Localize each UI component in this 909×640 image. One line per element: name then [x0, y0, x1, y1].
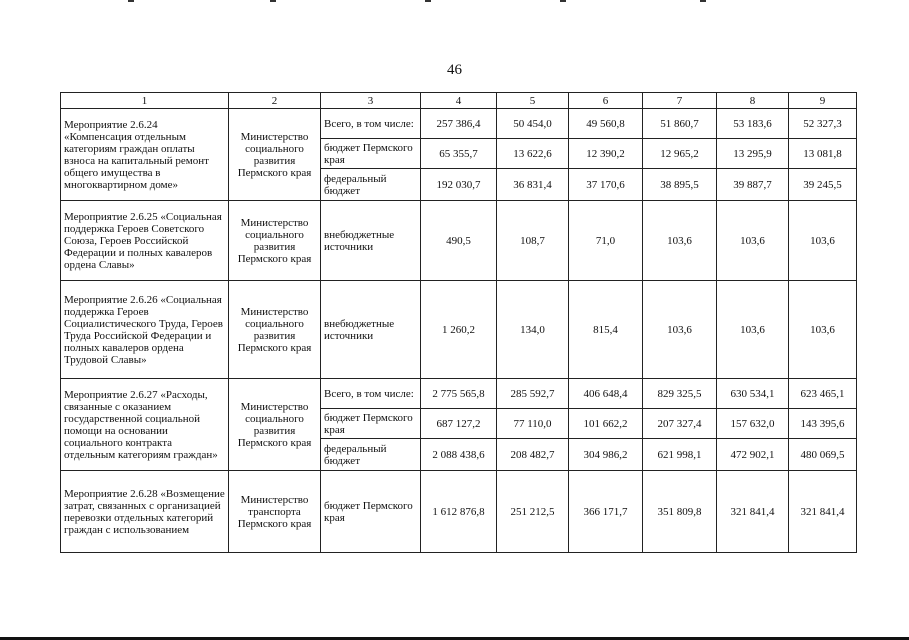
scan-mark [128, 0, 134, 2]
column-header: 6 [569, 93, 643, 109]
column-header: 1 [61, 93, 229, 109]
amount-cell: 1 612 876,8 [421, 471, 497, 553]
amount-cell: 37 170,6 [569, 169, 643, 201]
amount-cell: 103,6 [643, 201, 717, 281]
amount-cell: 36 831,4 [497, 169, 569, 201]
amount-cell: 351 809,8 [643, 471, 717, 553]
column-header: 7 [643, 93, 717, 109]
executor-cell: Министерство социального развития Пермского края [229, 201, 321, 281]
amount-cell: 2 775 565,8 [421, 379, 497, 409]
scan-mark [425, 0, 431, 2]
table-row [61, 379, 857, 409]
column-header: 9 [789, 93, 857, 109]
scan-mark [270, 0, 276, 2]
page-number: 46 [447, 62, 462, 78]
table-row [61, 109, 857, 139]
amount-cell: 49 560,8 [569, 109, 643, 139]
amount-cell: 366 171,7 [569, 471, 643, 553]
amount-cell: 251 212,5 [497, 471, 569, 553]
amount-cell: 13 622,6 [497, 139, 569, 169]
event-title: Мероприятие 2.6.24 «Компенсация отдельным категориям граждан оплаты взноса на капитальный ремонт общего имущества в многоквартирном доме» [61, 109, 229, 201]
amount-cell: 192 030,7 [421, 169, 497, 201]
amount-cell: 12 390,2 [569, 139, 643, 169]
funding-source: бюджет Пермского края [321, 139, 421, 169]
amount-cell: 1 260,2 [421, 281, 497, 379]
column-header: 8 [717, 93, 789, 109]
event-title: Мероприятие 2.6.26 «Социальная поддержка Героев Социалистического Труда, Героев Труда Российской Федерации и полных кавалеров ордена Трудовой Славы» [61, 281, 229, 379]
funding-source: бюджет Пермского края [321, 471, 421, 553]
amount-cell: 157 632,0 [717, 409, 789, 439]
amount-cell: 101 662,2 [569, 409, 643, 439]
amount-cell: 285 592,7 [497, 379, 569, 409]
amount-cell: 480 069,5 [789, 439, 857, 471]
amount-cell: 39 887,7 [717, 169, 789, 201]
amount-cell: 630 534,1 [717, 379, 789, 409]
amount-cell: 490,5 [421, 201, 497, 281]
table-row [61, 201, 857, 281]
amount-cell: 321 841,4 [789, 471, 857, 553]
event-title: Мероприятие 2.6.28 «Возмещение затрат, связанных с организацией перевозки отдельных категорий граждан с использованием [61, 471, 229, 553]
amount-cell: 103,6 [717, 201, 789, 281]
amount-cell: 208 482,7 [497, 439, 569, 471]
budget-table [60, 92, 857, 553]
amount-cell: 53 183,6 [717, 109, 789, 139]
event-title: Мероприятие 2.6.25 «Социальная поддержка Героев Советского Союза, Героев Российской Федерации и полных кавалеров ордена Славы» [61, 201, 229, 281]
amount-cell: 65 355,7 [421, 139, 497, 169]
funding-source: федеральный бюджет [321, 169, 421, 201]
amount-cell: 257 386,4 [421, 109, 497, 139]
amount-cell: 77 110,0 [497, 409, 569, 439]
column-header: 4 [421, 93, 497, 109]
amount-cell: 39 245,5 [789, 169, 857, 201]
funding-source: бюджет Пермского края [321, 409, 421, 439]
column-header: 5 [497, 93, 569, 109]
table-row [61, 281, 857, 379]
amount-cell: 829 325,5 [643, 379, 717, 409]
amount-cell: 815,4 [569, 281, 643, 379]
funding-source: федеральный бюджет [321, 439, 421, 471]
column-header: 3 [321, 93, 421, 109]
amount-cell: 51 860,7 [643, 109, 717, 139]
amount-cell: 687 127,2 [421, 409, 497, 439]
event-title: Мероприятие 2.6.27 «Расходы, связанные с оказанием государственной социальной помощи на основании социального контракта отдельным категориям граждан» [61, 379, 229, 471]
amount-cell: 71,0 [569, 201, 643, 281]
amount-cell: 406 648,4 [569, 379, 643, 409]
amount-cell: 2 088 438,6 [421, 439, 497, 471]
amount-cell: 103,6 [789, 201, 857, 281]
amount-cell: 12 965,2 [643, 139, 717, 169]
funding-source: внебюджетные источники [321, 201, 421, 281]
executor-cell: Министерство социального развития Пермского края [229, 281, 321, 379]
executor-cell: Министерство транспорта Пермского края [229, 471, 321, 553]
table-row [61, 471, 857, 553]
amount-cell: 50 454,0 [497, 109, 569, 139]
scan-mark [700, 0, 706, 2]
amount-cell: 103,6 [717, 281, 789, 379]
amount-cell: 321 841,4 [717, 471, 789, 553]
amount-cell: 304 986,2 [569, 439, 643, 471]
scan-mark [560, 0, 566, 2]
amount-cell: 103,6 [789, 281, 857, 379]
amount-cell: 108,7 [497, 201, 569, 281]
amount-cell: 103,6 [643, 281, 717, 379]
amount-cell: 472 902,1 [717, 439, 789, 471]
amount-cell: 143 395,6 [789, 409, 857, 439]
funding-source: Всего, в том числе: [321, 109, 421, 139]
amount-cell: 13 295,9 [717, 139, 789, 169]
executor-cell: Министерство социального развития Пермского края [229, 109, 321, 201]
amount-cell: 623 465,1 [789, 379, 857, 409]
amount-cell: 134,0 [497, 281, 569, 379]
funding-source: внебюджетные источники [321, 281, 421, 379]
funding-source: Всего, в том числе: [321, 379, 421, 409]
amount-cell: 13 081,8 [789, 139, 857, 169]
header-row [61, 93, 857, 109]
amount-cell: 207 327,4 [643, 409, 717, 439]
amount-cell: 38 895,5 [643, 169, 717, 201]
column-header: 2 [229, 93, 321, 109]
amount-cell: 621 998,1 [643, 439, 717, 471]
amount-cell: 52 327,3 [789, 109, 857, 139]
executor-cell: Министерство социального развития Пермского края [229, 379, 321, 471]
